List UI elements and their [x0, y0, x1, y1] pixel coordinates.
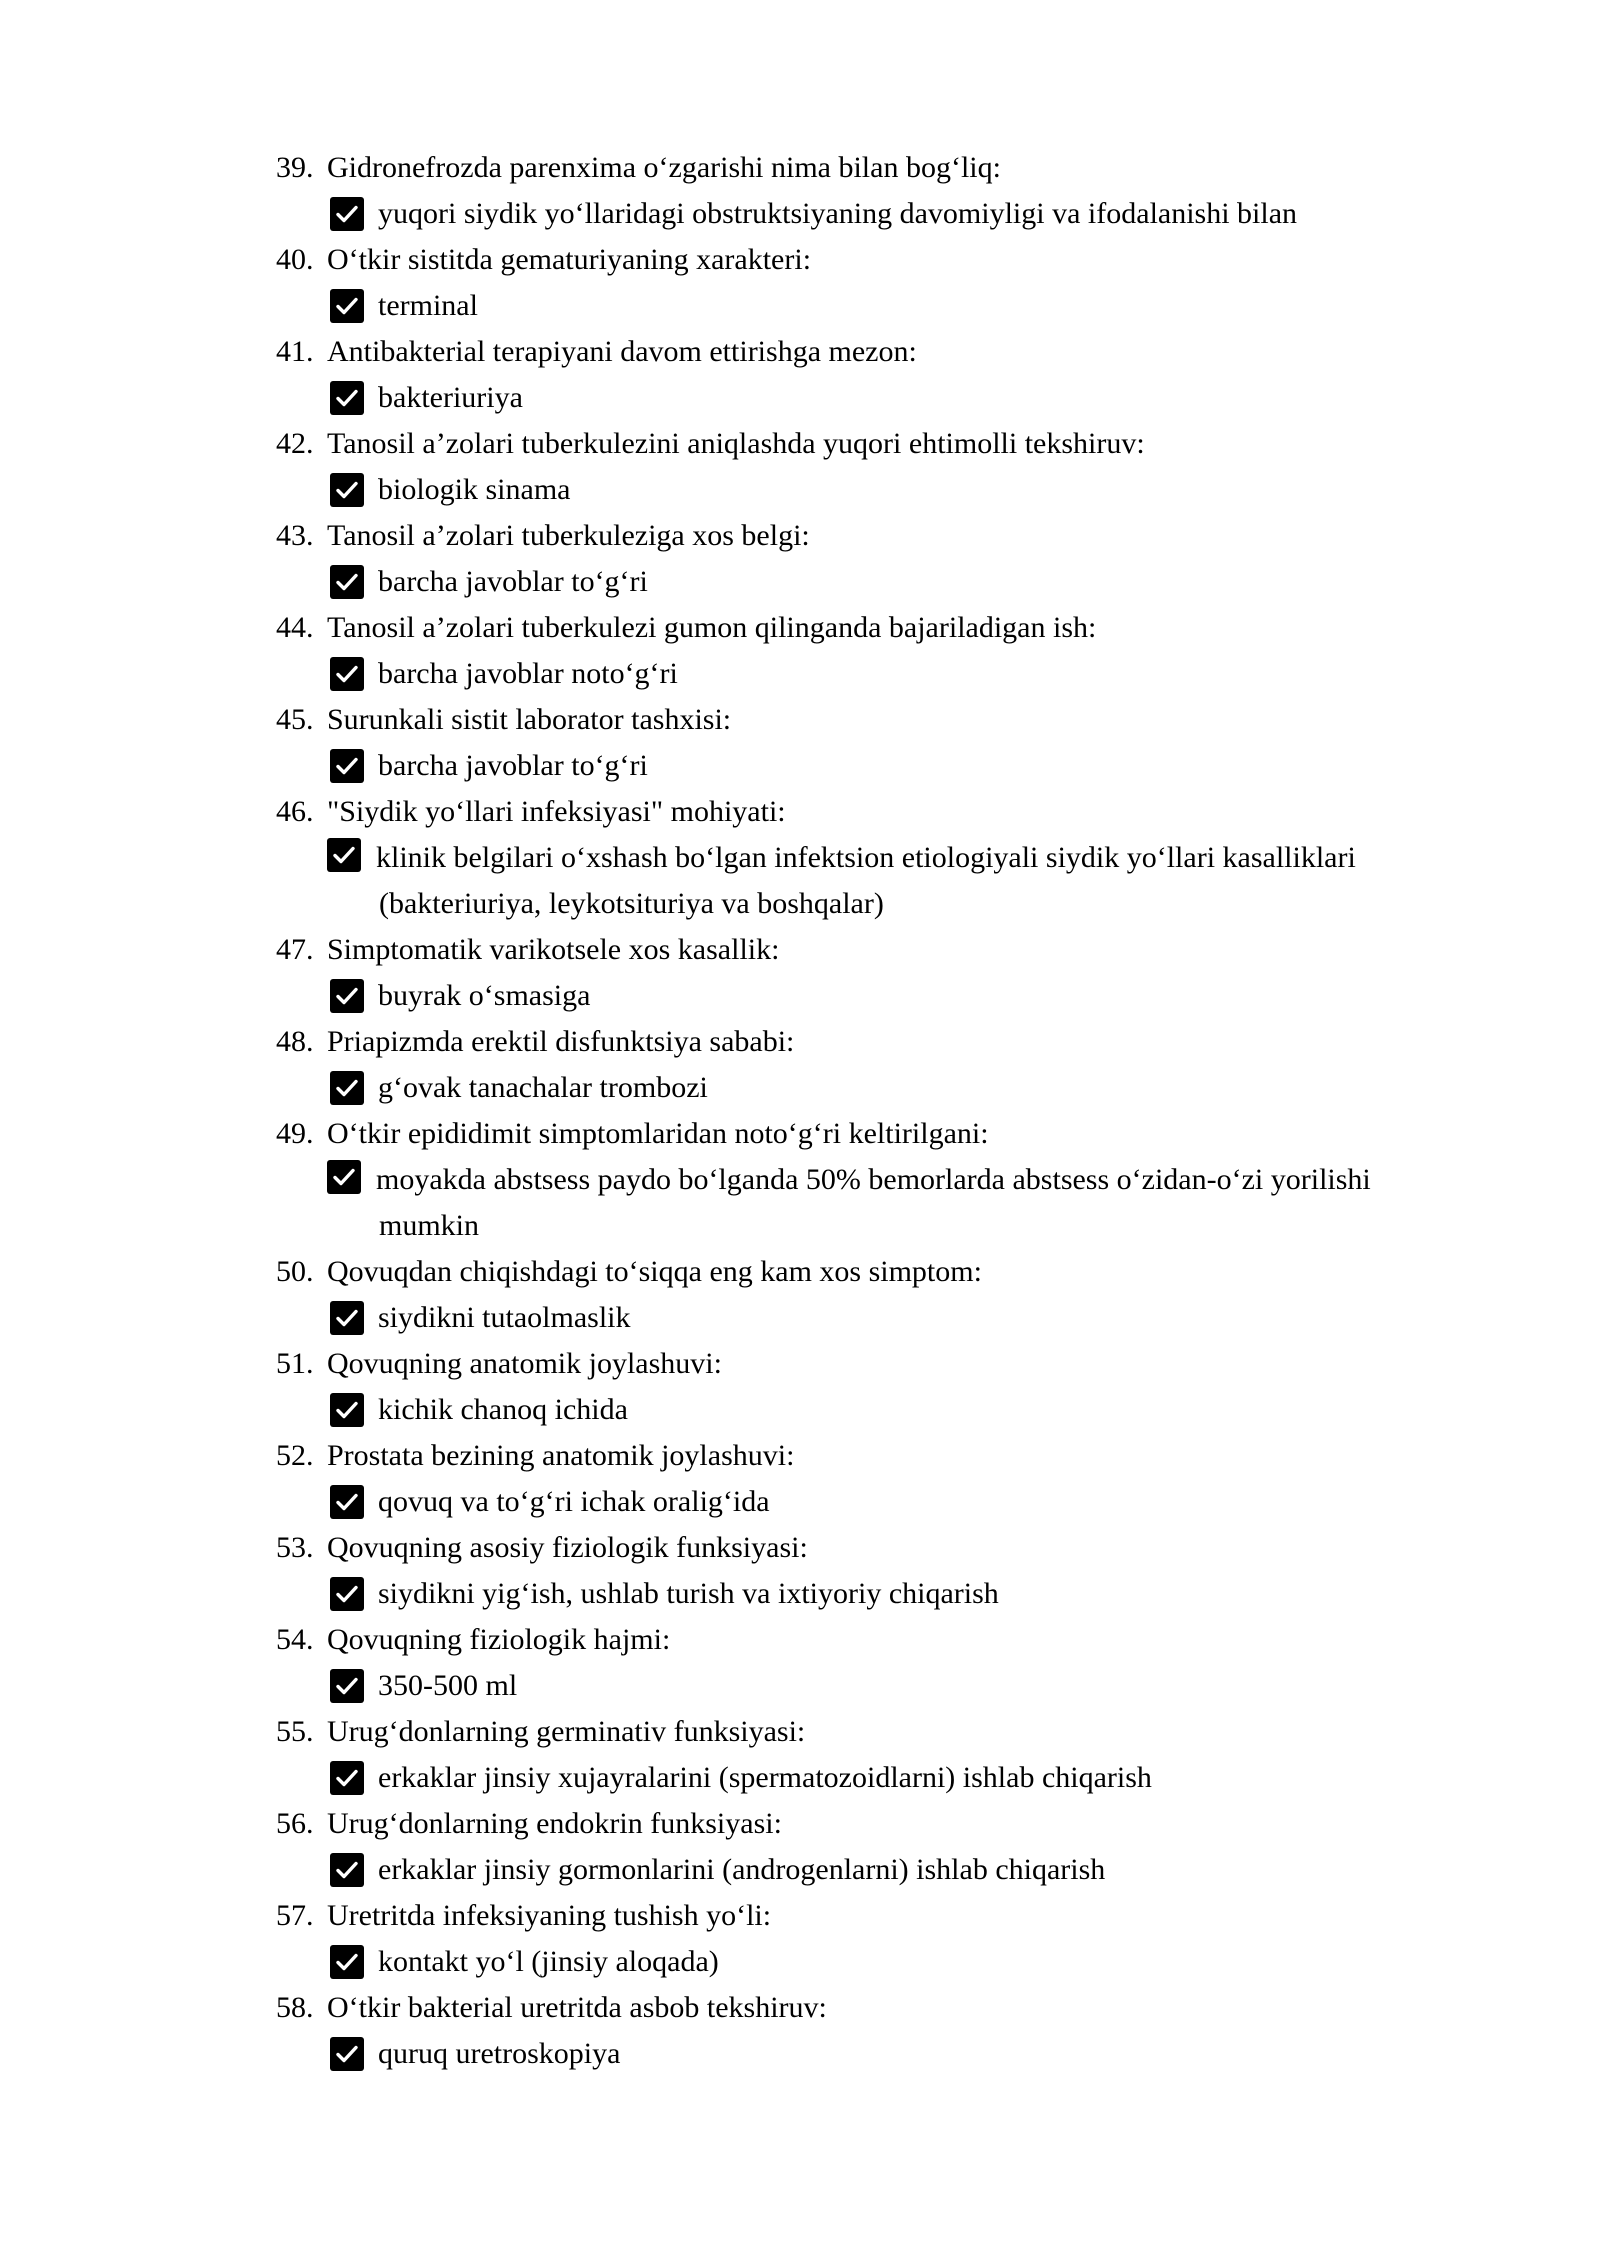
answer-text: biologik sinama	[378, 473, 571, 506]
question-text: Urug‘donlarning germinativ funksiyasi:	[327, 1715, 806, 1748]
question-item	[0, 1019, 1600, 1111]
checkbox-checked-icon	[330, 1945, 364, 1979]
answer-line	[0, 1479, 1600, 1525]
answer-line	[0, 1847, 1600, 1893]
question-item	[0, 1801, 1600, 1893]
question-line	[0, 1525, 1600, 1571]
answer-text: erkaklar jinsiy xujayralarini (spermatozoidlarni) ishlab chiqarish	[378, 1761, 1152, 1794]
question-line	[0, 329, 1600, 375]
question-item	[0, 145, 1600, 237]
question-item	[0, 421, 1600, 513]
question-number: 51.	[276, 1347, 314, 1380]
answer-text: erkaklar jinsiy gormonlarini (androgenlarni) ishlab chiqarish	[378, 1853, 1106, 1886]
checkbox-checked-icon	[330, 565, 364, 599]
checkbox-checked-icon	[330, 979, 364, 1013]
answer-line	[0, 835, 1600, 927]
answer-line	[0, 467, 1600, 513]
question-item	[0, 1111, 1600, 1249]
question-number: 45.	[276, 703, 314, 736]
answer-line	[0, 1755, 1600, 1801]
answer-text: barcha javoblar noto‘g‘ri	[378, 657, 678, 690]
question-number: 46.	[276, 795, 314, 828]
question-number: 39.	[276, 151, 314, 184]
answer-line	[0, 191, 1600, 237]
question-line	[0, 1341, 1600, 1387]
answer-line	[0, 2031, 1600, 2077]
question-text: Qovuqning anatomik joylashuvi:	[327, 1347, 722, 1380]
question-text: Surunkali sistit laborator tashxisi:	[327, 703, 732, 736]
question-line	[0, 1985, 1600, 2031]
question-item	[0, 513, 1600, 605]
question-line	[0, 1709, 1600, 1755]
question-item	[0, 1709, 1600, 1801]
answer-text: quruq uretroskopiya	[378, 2037, 621, 2070]
question-text: Prostata bezining anatomik joylashuvi:	[327, 1439, 795, 1472]
answer-line	[0, 651, 1600, 697]
answer-text: klinik belgilari o‘xshash bo‘lgan infektsion etiologiyali siydik yo‘llari kasalliklari (bakteriuriya, leykotsituriya va boshqalar)	[376, 841, 1356, 920]
question-text: Qovuqning fiziologik hajmi:	[327, 1623, 671, 1656]
answer-line	[0, 559, 1600, 605]
question-number: 56.	[276, 1807, 314, 1840]
question-line	[0, 237, 1600, 283]
question-number: 47.	[276, 933, 314, 966]
question-line	[0, 1617, 1600, 1663]
question-item	[0, 789, 1600, 927]
question-number: 57.	[276, 1899, 314, 1932]
answer-line	[0, 1663, 1600, 1709]
question-number: 53.	[276, 1531, 314, 1564]
question-line	[0, 1801, 1600, 1847]
question-text: Qovuqning asosiy fiziologik funksiyasi:	[327, 1531, 808, 1564]
checkbox-checked-icon	[330, 1853, 364, 1887]
checkbox-checked-icon	[330, 1393, 364, 1427]
answer-line	[0, 743, 1600, 789]
question-item	[0, 1341, 1600, 1433]
question-line	[0, 1111, 1600, 1157]
checkbox-checked-icon	[330, 2037, 364, 2071]
answer-text: siydikni tutaolmaslik	[378, 1301, 631, 1334]
question-number: 49.	[276, 1117, 314, 1150]
question-number: 40.	[276, 243, 314, 276]
question-line	[0, 145, 1600, 191]
question-text: Urug‘donlarning endokrin funksiyasi:	[327, 1807, 782, 1840]
question-number: 42.	[276, 427, 314, 460]
question-text: Antibakterial terapiyani davom ettirishga mezon:	[327, 335, 917, 368]
question-number: 48.	[276, 1025, 314, 1058]
answer-line	[0, 973, 1600, 1019]
question-number: 44.	[276, 611, 314, 644]
checkbox-checked-icon	[330, 1301, 364, 1335]
question-text: O‘tkir epididimit simptomlaridan noto‘g‘ri keltirilgani:	[327, 1117, 989, 1150]
question-item	[0, 237, 1600, 329]
question-text: "Siydik yo‘llari infeksiyasi" mohiyati:	[327, 795, 786, 828]
question-item	[0, 1617, 1600, 1709]
question-line	[0, 1893, 1600, 1939]
question-item	[0, 329, 1600, 421]
answer-line	[0, 1387, 1600, 1433]
answer-text: qovuq va to‘g‘ri ichak oralig‘ida	[378, 1485, 770, 1518]
answer-text: yuqori siydik yo‘llaridagi obstruktsiyaning davomiyligi va ifodalanishi bilan	[378, 197, 1298, 230]
answer-text: barcha javoblar to‘g‘ri	[378, 749, 648, 782]
question-item	[0, 1985, 1600, 2077]
question-number: 54.	[276, 1623, 314, 1656]
question-text: O‘tkir sistitda gematuriyaning xarakteri:	[327, 243, 812, 276]
checkbox-checked-icon	[330, 197, 364, 231]
question-number: 43.	[276, 519, 314, 552]
question-item	[0, 1893, 1600, 1985]
answer-text: bakteriuriya	[378, 381, 523, 414]
question-text: Tanosil a’zolari tuberkuleziga xos belgi:	[327, 519, 810, 552]
answer-text: kichik chanoq ichida	[378, 1393, 628, 1426]
question-line	[0, 927, 1600, 973]
question-number: 58.	[276, 1991, 314, 2024]
answer-text: buyrak o‘smasiga	[378, 979, 591, 1012]
checkbox-checked-icon	[327, 838, 361, 872]
answer-text: kontakt yo‘l (jinsiy aloqada)	[378, 1945, 719, 1978]
checkbox-checked-icon	[330, 749, 364, 783]
question-line	[0, 421, 1600, 467]
checkbox-checked-icon	[330, 1071, 364, 1105]
answer-line	[0, 1571, 1600, 1617]
checkbox-checked-icon	[330, 473, 364, 507]
question-text: Simptomatik varikotsele xos kasallik:	[327, 933, 780, 966]
question-number: 50.	[276, 1255, 314, 1288]
answer-text: terminal	[378, 289, 478, 322]
answer-line	[0, 1295, 1600, 1341]
answer-line	[0, 1157, 1600, 1249]
checkbox-checked-icon	[330, 381, 364, 415]
answer-line	[0, 1065, 1600, 1111]
question-text: Tanosil a’zolari tuberkulezini aniqlashda yuqori ehtimolli tekshiruv:	[327, 427, 1145, 460]
question-item	[0, 605, 1600, 697]
checkbox-checked-icon	[330, 289, 364, 323]
answer-line	[0, 1939, 1600, 1985]
question-line	[0, 1249, 1600, 1295]
checkbox-checked-icon	[330, 1485, 364, 1519]
question-line	[0, 1433, 1600, 1479]
answer-line	[0, 375, 1600, 421]
checkbox-checked-icon	[330, 1669, 364, 1703]
question-item	[0, 1249, 1600, 1341]
document-page	[0, 145, 1600, 2077]
question-line	[0, 697, 1600, 743]
checkbox-checked-icon	[327, 1160, 361, 1194]
checkbox-checked-icon	[330, 1577, 364, 1611]
question-text: Priapizmda erektil disfunktsiya sababi:	[327, 1025, 795, 1058]
answer-text: g‘ovak tanachalar trombozi	[378, 1071, 708, 1104]
question-text: O‘tkir bakterial uretritda asbob tekshiruv:	[327, 1991, 827, 2024]
question-item	[0, 697, 1600, 789]
question-number: 52.	[276, 1439, 314, 1472]
answer-text: moyakda abstsess paydo bo‘lganda 50% bemorlarda abstsess o‘zidan-o‘zi yorilishi mumkin	[376, 1163, 1371, 1242]
question-item	[0, 1433, 1600, 1525]
question-text: Qovuqdan chiqishdagi to‘siqqa eng kam xos simptom:	[327, 1255, 982, 1288]
question-item	[0, 927, 1600, 1019]
question-line	[0, 1019, 1600, 1065]
question-text: Uretritda infeksiyaning tushish yo‘li:	[327, 1899, 772, 1932]
answer-text: 350-500 ml	[378, 1669, 518, 1702]
question-line	[0, 789, 1600, 835]
question-text: Tanosil a’zolari tuberkulezi gumon qilinganda bajariladigan ish:	[327, 611, 1097, 644]
question-line	[0, 513, 1600, 559]
question-text: Gidronefrozda parenxima o‘zgarishi nima bilan bog‘liq:	[327, 151, 1001, 184]
question-number: 55.	[276, 1715, 314, 1748]
question-line	[0, 605, 1600, 651]
answer-line	[0, 283, 1600, 329]
answer-text: siydikni yig‘ish, ushlab turish va ixtiyoriy chiqarish	[378, 1577, 999, 1610]
question-number: 41.	[276, 335, 314, 368]
question-item	[0, 1525, 1600, 1617]
checkbox-checked-icon	[330, 657, 364, 691]
checkbox-checked-icon	[330, 1761, 364, 1795]
answer-text: barcha javoblar to‘g‘ri	[378, 565, 648, 598]
